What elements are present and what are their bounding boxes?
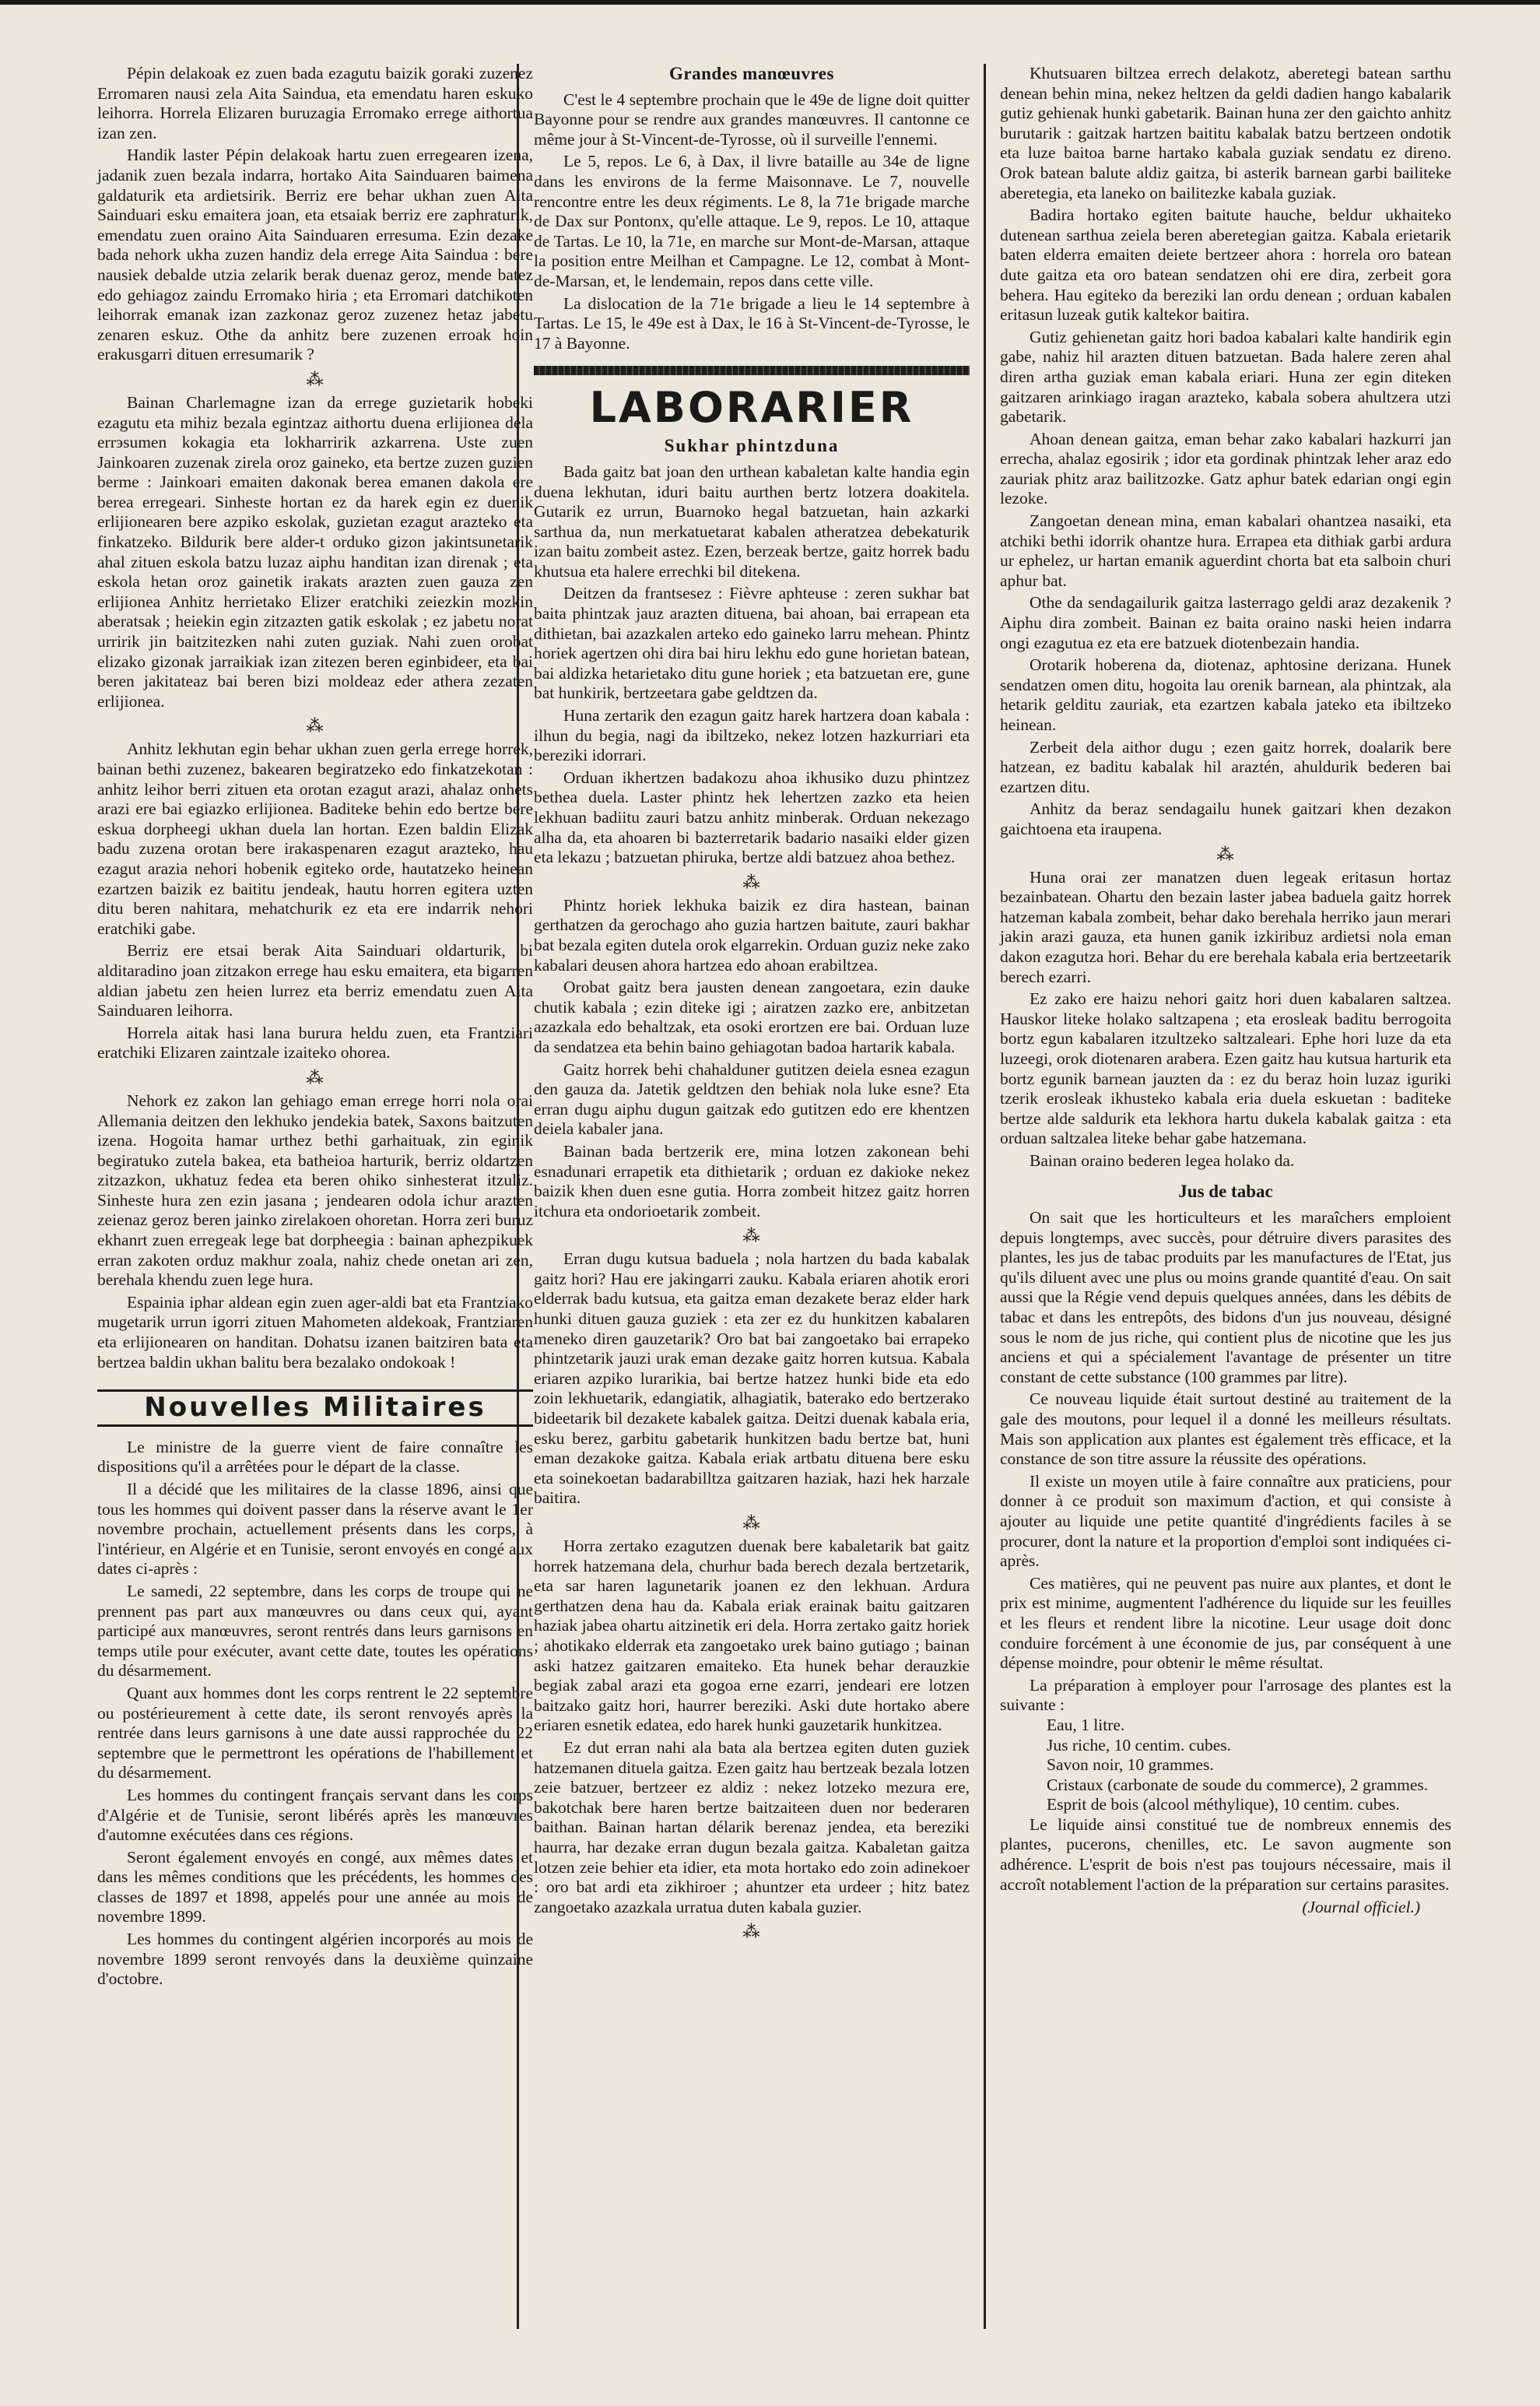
paragraph: Le samedi, 22 septembre, dans les corps de troupe qui ne prennent pas part aux manœuvres ou dans ceux qui, ayant participé aux manœuvres, seront rentrés dans leurs garnisons en temps utile pour exécuter, avant cette date, toutes les opérations du désarmement. <box>97 1581 533 1681</box>
column-right <box>1000 64 1451 1918</box>
recipe-item: Esprit de bois (alcool méthylique), 10 centim. cubes. <box>1047 1795 1400 1814</box>
paragraph: Il existe un moyen utile à faire connaître aux praticiens, pour donner à ce produit son maximum d'action, et qui consiste à ajouter au liquide une petite quantité d'ingrédients faciles à se procurer, dont la nature et la proportion d'emploi sont indiquées ci-après. <box>1000 1471 1451 1571</box>
paragraph: Bainan bada bertzerik ere, mina lotzen zakonean behi esnadunari errapetik eta dithietarik ; orduan ez dakioke nekez baizik khen duen esne gutia. Horra zombeit hitzez gaitz horren itchura eta ondorioetarik zombeit. <box>534 1141 970 1221</box>
paragraph: Ez dut erran nahi ala bata ala bertzea egiten duten guziek hatzemanen dituela gaitza. Ezen gaitz hau bertzeak bezala lotzen zeie batzuer, bertzeer ez aldiz : nekez lotzeko mezura ere, bakotchak bere haren bertze baitzaiteen duen nor bederaren baithan. Bainan hartan délarik berenaz jendea, eta bereziki haurra, har dezake erran dugun bezala gaitza. Kabaletan gaitza lotzen zeie behier eta idier, eta mota hortako edo zoin adinekoer : oro bat ardi eta zikhiroer ; ahuntzer eta urdeer ; hitz batez zangoetako azazkala urratua duten kabala guzier. <box>534 1737 970 1916</box>
section-separator-stars: ⁂ <box>306 369 324 389</box>
paragraph: Le ministre de la guerre vient de faire connaître les dispositions qu'il a arrêtées pour le départ de la classe. <box>97 1437 533 1477</box>
section-separator-stars: ⁂ <box>742 872 761 892</box>
paragraph: Anhitz da beraz sendagailu hunek gaitzari khen dezakon gaichtoena eta iraupena. <box>1000 799 1451 838</box>
paragraph: Khutsuaren biltzea errech delakotz, aberetegi batean sarthu denean behin mina, nekez heltzen da geldi dadien hango kabalarik gutiz gehienak hunki gabetarik. Bainan huna zer den gaichto anhitz burutarik : gaitzak hartzen baititu kabalak batzu bertzeen ondotik eta luze baitoa barne hartako kabala guziak sendatu ez direno. Orok batean balute aldiz gaitza, bi asterik barnean garbi bailiteke aberetegia, eta laneko on bailitezke kabala guziak. <box>1000 64 1451 202</box>
recipe-list <box>1047 1716 1451 1815</box>
paragraph: Gaitz horrek behi chahalduner gutitzen deiela esnea ezagun den gauza da. Jatetik geldtzen den behiak nola luke esne? Eta erran dugu aiphu dugun gaitzak edo gutitzen edo ere khentzen deiela kabaler jana. <box>534 1059 970 1139</box>
paragraph: Badira hortako egiten baitute hauche, beldur ukhaiteko dutenean sarthua zeiela beren aberetegian gaitza. Kabala erietarik baten elderra emaiten deiete bertzeer ahora : horrela oro batean dute gaitza eta oro batean sendatzen ohi ere dira, zerbeit gora behera. Hau egiteko da bereziki lan ordu denean ; orduan kabalen eritasun luzeak gutik kaltekor baitira. <box>1000 205 1451 325</box>
article-laborarier-continued <box>1000 64 1451 1171</box>
decorative-bar <box>534 366 970 375</box>
paragraph: Orduan ikhertzen badakozu ahoa ikhusiko duzu phintzez bethea duela. Laster phintz hek lehertzen zazko eta heien lekhuan badiitu zauri batzu anhitz minberak. Orduan nekezago alha da, eta ahoaren bi bazterretarik badario nasaiki elder gizen eta lekazu ; batzuetan phiruka, bertze aldi batzuez ahoa bethez. <box>534 767 970 867</box>
source-signature: (Journal officiel.) <box>1302 1898 1420 1917</box>
paragraph: Pépin delakoak ez zuen bada ezagutu baizik goraki zuzenez Erromaren nausi zela Aita Sainduа, eta emendatu haren eskuko leihorra. Horrela Elizaren buruzagia Erromako errege aithortua izan zen. <box>97 64 533 142</box>
paragraph: C'est le 4 septembre prochain que le 49e de ligne doit quitter Bayonne pour se rendre aux grandes manœuvres. Il cantonne ce même jour à St-Vincent-de-Tyrosse, où il surveille l'ennemi. <box>534 90 970 149</box>
paragraph: Deitzen da frantsesez : Fièvre aphteuse : zeren sukhar bat baita phintzak jauz arazten dituena, bai ahoan, bai errapean eta dithietan, bai azazkalen arteko edo gaineko larru mehean. Phintz horiek agertzen ohi dira bai hiru lekhu edo gune horietan batean, bai aldizka hetarietako ditu gune horiek ; eta batzuetan ere, gune bat hunkirik, bertzeetara gabe geldtzen da. <box>534 584 970 703</box>
column-rule-right <box>984 64 986 2329</box>
recipe-item: Eau, 1 litre. <box>1047 1715 1125 1734</box>
laborarier-subheading: Sukhar phintzduna <box>664 436 840 456</box>
paragraph: Orobat gaitz bera jausten denean zangoetara, ezin dauke chutik kabala ; ezin diteke igi ; airatzen zazko ere, anbitzetan azazkala edo behaltzak, eta osoki erortzen ere bai. Orduan luze da sendatzea eta behin baino gehiagotan badoa hartarik kabala. <box>534 978 970 1056</box>
paragraph: Gutiz gehienetan gaitz hori badoa kabalari kalte handirik egin gabe, nahiz hil arazten dituen batzuetan. Bada halere zeren ahal diren artha guziak eman kabala eriari. Huna zer egin diteken gaitzaren arinkiago iragan arazteko, kabala sobera ahultzera utzi gabetarik. <box>1000 327 1451 427</box>
recipe-item: Savon noir, 10 grammes. <box>1047 1755 1214 1775</box>
article-grandes-manoeuvres <box>534 90 970 354</box>
paragraph: La dislocation de la 71e brigade a lieu le 14 septembre à Tartas. Le 15, le 49e est à Dax, le 16 à St-Vincent-de-Tyrosse, le 17 à Bayonne. <box>534 293 970 353</box>
paragraph: Berriz ere etsai berak Aita Sainduari oldarturik, bi alditaradino joan zitzakon errege hau esku emaitera, eta bigarren aldian jabetu zen heien lurrez eta berriz emendatu zuen Aita Sainduaren leihorra. <box>97 941 533 1020</box>
paragraph: Horrela aitak hasi lana burura heldu zuen, eta Frantziari eratchiki Elizaren zaintzale izaiteko ohorea. <box>97 1023 533 1063</box>
paragraph: Zangoetan denean mina, eman kabalari ohantzea nasaiki, eta atchiki bethi idorrik ohantze hura. Errapea eta dithiak garbi ardura ur ephelez, ur hartan emanik aguerdint chorta bat eta salboin churi aphur bat. <box>1000 511 1451 590</box>
section-separator-stars: ⁂ <box>306 716 324 736</box>
paragraph: Ahoan denean gaitza, eman behar zako kabalari hazkurri jan errecha, ahalaz egosirik ; idor eta gordinak phintzak leher araz edo zauriak phitz araz bailitzozke. Gatz aphur batek edarian ongi egin lezoke. <box>1000 429 1451 508</box>
paragraph: Seront également envoyés en congé, aux mêmes dates et dans les mêmes conditions que les précédents, les hommes des classes de 1897 et 1898, appelés pour une année au mois de novembre 1899. <box>97 1847 533 1927</box>
column-middle <box>534 64 970 1945</box>
paragraph: Ce nouveau liquide était surtout destiné au traitement de la gale des moutons, pour lequel il a donné les meilleurs résultats. Mais son application aux plantes est également très efficace, et la constance de son titre assure la réussite des opérations. <box>1000 1389 1451 1469</box>
paragraph: Le liquide ainsi constitué tue de nombreux ennemis des plantes, pucerons, chenilles, etc. Le savon augmente son adhérence. L'esprit de bois n'est pas toujours nécessaire, mais il accroît notablement l'action de la préparation sur certains parasites. <box>1000 1814 1451 1894</box>
paragraph: Bainan Charlemagne izan da errege guzietarik hobeki ezagutu eta mihiz bezala egintzaz aithortu duena erlijionea dela errэsumen kokagia eta lokharririk azkarrena. Uste zuen Jainkoaren zuzenak zirela oroz gaineko, eta bertze zuzen guzien berme : Jainkoari emaiten dakonak berea emanen dakola ere berea erregeari. Sinheste hortan ez da harek egin ez duenik erlijionearen bere azpiko eskolak, guzietan ezagut arazteko eta finkatzeko. Bildurik bere alder-t orduko gizon jakintsunetarik ahal zituen eskola batzu luzaz aiphu handitan izan direnak ; eta eskola hetan oroz gainetik irakats arazten zuen gauza zen erlijionea Anhitz herrietako Elizer eratchiki zeiezkin mozkin aberatsak ; heiekin egin zitzazten gatik eskolak ; ez jabetu norat urririk jin baitzitezken nahi zuten guziak. Nahi zuen orobat elizako gizonak jarraikiak izan zitezen beren eginbideer, eta bai beren jakitateaz bai beren bizi moldeaz eder athera zezaten erlijionea. <box>97 392 533 711</box>
paragraph: Huna orai zer manatzen duen legeak eritasun hortaz bezainbatean. Ohartu den bezain laster jabea baduela gaitz horrek hatzeman kabala zombeit, behar dako berehala herriko jaun merari jakin arazi gauza, eta hunen ganik izkiribuz ardietsi nola eman dakon ezagutza hori. Behar du ere berehala kabala eria bertzeetarik berech ezarri. <box>1000 867 1451 986</box>
paragraph: Le 5, repos. Le 6, à Dax, il livre bataille au 34e de ligne dans les environs de la ferme Maisonnave. Le 7, nouvelle rencontre entre les deux régiments. Le 8, la 71e brigade marche de Dax sur Pontonx, qu'elle attaque. Le 9, repos. Le 10, attaque de Tartas. Le 10, la 71e, en marche sur Mont-de-Marsan, attaque la position entre Meilhan et Campagne. Le 12, combat à Mont-de-Marsan, et, le lendemain, repos dans cette ville. <box>534 152 970 290</box>
jus-de-tabac-heading: Jus de tabac <box>1178 1182 1273 1202</box>
paragraph: Orotarik hoberena da, diotenaz, aphtosine derizana. Hunek sendatzen omen ditu, hogoita lau orenik barnean, ala phintzak, ala hetarik gelditu zauriak, eta ezartzen kabala jateko eta ibiltzeko heinean. <box>1000 655 1451 734</box>
heading-text: Nouvelles Militaires <box>144 1392 486 1424</box>
paragraph: Il a décidé que les militaires de la classe 1896, ainsi que tous les hommes qui doivent passer dans la réserve avant le 1er novembre prochain, actuellement présents dans les corps, à l'intérieur, en Algérie et en Tunisie, seront envoyés en congé aux dates ci-après : <box>97 1480 533 1579</box>
paragraph: Phintz horiek lekhuka baizik ez dira hastean, bainan gerthatzen da gerochago aho guzia hartzen baitute, zauri bakhar bat bezala egiten dutela orok elgarrekin. Orduan guziz neke zako kabalari deusen ahora hartzea edo ahoan erabiltzea. <box>534 895 970 975</box>
paragraph: Espainia iphar aldean egin zuen ager-aldi bat eta Frantziako mugetarik urrun igorri zituen Mahometen aldekoak, Frantziaren eta erlijionearen on handitan. Dohatsu izanen baitziren bata eta bertzea baldin ukhan balitu bera bezalako ondokoak ! <box>97 1292 533 1372</box>
paragraph: Ces matières, qui ne peuvent pas nuire aux plantes, et dont le prix est minime, augmentent l'adhérence du liquide sur les feuilles et les fleurs et rendent libre la nicotine. Leur usage doit donc conduire forcément à une économie de jus, par conséquent à une dépense moindre, pour obtenir le même résultat. <box>1000 1573 1451 1673</box>
paragraph: Othe da sendagailurik gaitza lasterrago geldi araz dezakenik ? Aiphu dira zombeit. Bainan ez baita oraino naski heien indarra ongi ezagutua ez eta ere batzuek diotenbezain handia. <box>1000 593 1451 652</box>
section-separator-stars: ⁂ <box>742 1922 761 1942</box>
section-separator-stars: ⁂ <box>742 1226 761 1246</box>
article-laborarier <box>534 462 970 1942</box>
article-nouvelles-militaires <box>97 1438 533 1990</box>
paragraph: Handik laster Pépin delakoak hartu zuen erregearen izena, jadanik zuen bezala indarra, hortako Aita Sainduaren baimena galdaturik eta ardietsirik. Berriz ere behar ukhan zuen Aita Sainduari esku emaitera joan, eta etsaiak berriz ere zaphraturik, emendatu zuen oraino Aita Sainduaren erresuma. Ezin dezake bada nehork ukha zuzen handiz dela errege Aita Sainduа : bere nausiek debalde utzia zelarik berak duenaz geroz, mende batez edo gehiagoz zaindu Erromako hiria ; eta Erromari datchikoten leihorrak emanak izan zazkonaz geroz zuzenez hetaz jabetu zenaren eskuz. Othe da anhitz bere zuzenen erroak hoin erakusgarri dituen erresumarik ? <box>97 146 533 364</box>
paragraph: La préparation à employer pour l'arrosage des plantes est la suivante : <box>1000 1675 1451 1715</box>
grandes-manoeuvres-heading: Grandes manœuvres <box>669 64 834 83</box>
section-separator-stars: ⁂ <box>742 1513 761 1533</box>
nouvelles-militaires-heading <box>97 1389 533 1427</box>
laborarier-heading: LABORARIER <box>589 383 914 433</box>
paragraph: Zerbeit dela aithor dugu ; ezen gaitz horrek, doalarik bere hatzean, ez baditu kabalak hil araztén, ahuldurik bederen bai ezartzen ditu. <box>1000 737 1451 796</box>
paragraph: Quant aux hommes dont les corps rentrent le 22 septembre ou postérieurement à cette date, ils seront renvoyés après la rentrée dans leurs garnisons à une date aussi rapprochée du 22 septembre que le permettront les opérations de l'habillement et du désarmement. <box>97 1683 533 1783</box>
article-jus-de-tabac <box>1000 1208 1451 1918</box>
paragraph: Huna zertarik den ezagun gaitz harek hartzera doan kabala : ilhun du begia, nagi da ibiltzeko, nekez lotzen hazkurriari eta bereziki idorrari. <box>534 706 970 765</box>
paragraph: Bainan oraino bederen legea holako da. <box>1030 1150 1295 1170</box>
paragraph: Erran dugu kutsua baduela ; nola hartzen du bada kabalak gaitz hori? Hau ere jakingarri zauku. Kabala eriaren ahotik erori elderrak badu kutsua, eta gaitza eman dezakete beraz elder hark hunki dituen gauza guziek : eta zer ez du hunkitzen kabalaren meneko diren gauzetarik? Oro bat bai zangoetako bai errapeko phintzetarik jauzi urak eman dezake gaitz horren kutsua. Kabala eriaren azpiko lurarikia, bai bertze hatzez hunki bide eta edo zoin lekhuetarik, edangiatik, alhagiatik, baterako edo bertzerako bideetarik bil dezakete kabalek gaitza. Deitzi duenak kabala eria, esku berez, garbitu gabetarik hunkitzen badu bertze bat, huni eman dezakoke gaitza. Kabala eriak artbatu dituena bere esku eta soinekoetan badarabilltza gaitzaren haziak, hazi hek harzale baitira. <box>534 1249 970 1508</box>
section-separator-stars: ⁂ <box>306 1067 324 1087</box>
paragraph: Nehork ez zakon lan gehiago eman errege horri nola orai Allemania deitzen den lekhuko jendekia batek, Saxons baitzuten izena. Hogoita hamar urthez bethi garhaituak, zin eginik begiratuko zutela bakea, eta batheioa harturik, berriz oldartzen zitzazkon, ukhatuz fedea eta beren ohiko sinhesterat itzuliz. Sinheste hura zen ezin jasana ; jendearen odola ichur arazten zeienaz geroz beren jainko zirelakoen ohoretan. Horra zeri buruz ekhanrt zuen erregeak lege bat dorpheegia : bainan aphezpikuek erran zakoten orduz makhur zoala, nahiz chede onetan ari zen, berehala khendu zuen lege hura. <box>97 1091 533 1290</box>
column-left <box>97 64 533 1990</box>
paragraph: Bada gaitz bat joan den urthean kabaletan kalte handia egin duena lekhutan, iduri baitu aurthen bertz lotzera doakitela. Gutarik ez urrun, Buarnoko hegal batzuetan, hain azkarki sarthua da, nun merkatuetarat kabalen atheratzea debekaturik izan baitu zombeit astez. Ezen, berzeak bertze, gaitz horrek badu khutsua eta halere errechki bil ditekena. <box>534 462 970 581</box>
paragraph: Ez zako ere haizu nehori gaitz hori duen kabalaren saltzea. Hauskor liteke holako saltzapena ; eta erosleak baditu berrogoita bortz egun kabalaren itzultzeko saltzaleari. Ephe hori luze da eta luzeegi, orok diotenaren arabera. Ezen gaitz hau kutsua harturik eta bortz egunik barnean jauzten da : ez du beraz hoin luzaz iguriki tzerik erosleak ikhusteko kabala eria duela eskuetan : baditeke bertze alde saldurik eta lekhora hartu dukela kabalak gaitza : eta orduan saltzalea liteke behar gabe hatzemana. <box>1000 989 1451 1148</box>
article-basque-history <box>97 64 533 1372</box>
top-border <box>0 0 1540 5</box>
recipe-item: Cristaux (carbonate de soude du commerce), 2 grammes. <box>1047 1775 1429 1794</box>
paragraph: Les hommes du contingent français servant dans les corps d'Algérie et de Tunisie, seront libérés après les manœuvres d'automne exécutées dans ces régions. <box>97 1785 533 1845</box>
paragraph: Horra zertako ezagutzen duenak bere kabaletarik bat gaitz horrek hatzemana dela, churhur bada berech dezala bertzetarik, eta sar haren lagunetarik joanen ez den lekhuan. Ardura gerthatzen dena hau da. Kabala eriak erainak baitu gaitzaren haziak jabea ohartu aitzinetik eri dela. Horra zertako gaitz horiek ; ahotikako elderrak eta zangoetako urek baino gutiago ; bainan aski hatzez gaitzaren emaiteko. Eta hunek behar derauzkie begiak zabal arazi eta gogoa erne ezarri, jendeari ere lotzen baitzako gaitz hori, haurrer bereziki. Aski dute hortako abere eriaren esnetik edatea, edo harek hunki gauzetarik hunkitzea. <box>534 1537 970 1735</box>
recipe-item: Jus riche, 10 centim. cubes. <box>1047 1735 1232 1754</box>
paragraph: Les hommes du contingent algérien incorporés au mois de novembre 1899 seront renvoyés dans la deuxième quinzaine d'octobre. <box>97 1930 533 1989</box>
paragraph: On sait que les horticulteurs et les maraîchers emploient depuis longtemps, avec succès, pour détruire divers parasites des plantes, les jus de tabac produits par les manufactures de l'Etat, jus qu'ils diluent avec une plus ou moins grande quantité d'eau. On sait aussi que la Régie vend depuis quelques années, dans les débits de tabac et dans les entrepôts, des bidons d'un jus nouveau, désigné sous le nom de jus riche, qui contient plus de nicotine que les jus anciens et qui a spécialement l'avantage de présenter un titre constant de cette substance (100 grammes par litre). <box>1000 1208 1451 1386</box>
paragraph: Anhitz lekhutan egin behar ukhan zuen gerla errege horrek, bainan bethi zuzenez, bakearen begiratzeko edo finkatzekotan : anhitz leihor berri zituen eta orotan ezagut arazi, ahalaz onhets arazi ere bai egiazko erlijionea. Baditeke behin edo bertze bere eskua dorpheegi ukhan duela lan hortan. Ezen baldin Elizak badu zuzena orotan bere irakaspenaren ezagut arazteko, hau ezagut arazia nehori hobenik egiteko orde, hautatzeko heinean ezartzen baizik ez baititu jendeak, hautu horren egitera uzten ditu beren nahitara, mehatchurik ez eta ere indarrik nehori eratchiki gabe. <box>97 739 533 938</box>
section-separator-stars: ⁂ <box>1216 844 1235 864</box>
